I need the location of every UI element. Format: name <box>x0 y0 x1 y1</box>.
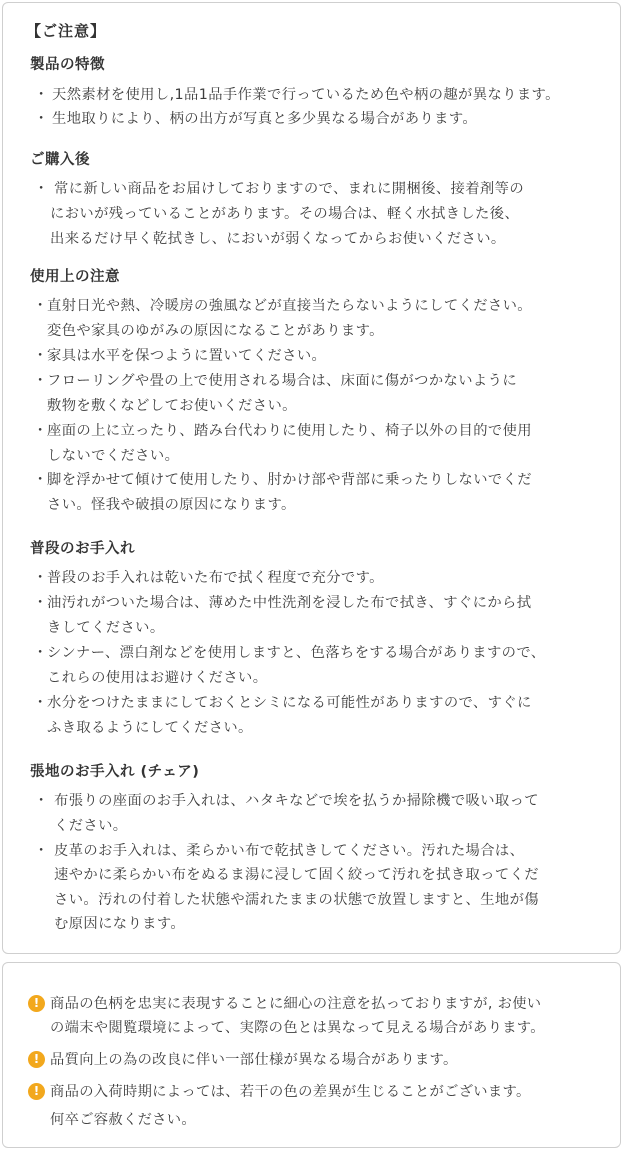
list-item: 脚を浮かせて傾けて使用したり、肘かけ部や背部に乗ったりしないでくだ <box>47 472 532 488</box>
notice-item: 商品の入荷時期によっては、若干の色の差異が生じることがございます。 <box>50 1084 531 1100</box>
bullet-marker: ・ <box>33 423 48 439</box>
bullet-marker: ・ <box>34 843 49 859</box>
bullet-marker: ・ <box>33 472 48 488</box>
list-item-continued: ください。 <box>54 818 128 834</box>
list-item-continued: ふき取るようにしてください。 <box>47 720 253 736</box>
list-item: 油汚れがついた場合は、薄めた中性洗剤を浸した布で拭き、すぐにから拭 <box>47 595 532 611</box>
bullet-marker: ・ <box>34 793 49 809</box>
list-item: 皮革のお手入れは、柔らかい布で乾拭きしてください。汚れた場合は、 <box>54 843 525 859</box>
list-item: 家具は水平を保つように置いてください。 <box>47 348 327 364</box>
section-heading-features: 製品の特徴 <box>30 57 105 73</box>
section-heading-after-purchase: ご購入後 <box>30 152 90 168</box>
section-heading-upholstery-care: 張地のお手入れ (チェア) <box>30 764 200 780</box>
bullet-marker: ・ <box>34 111 49 127</box>
list-item-continued: きしてください。 <box>47 620 165 636</box>
section-heading-daily-care: 普段のお手入れ <box>30 541 135 557</box>
list-item-continued: 速やかに柔らかい布をぬるま湯に浸して固く絞って汚れを拭き取ってくだ <box>54 867 539 883</box>
list-item-continued: さい。汚れの付着した状態や濡れたままの状態で放置しますと、生地が傷 <box>54 892 539 908</box>
bullet-marker: ・ <box>33 695 48 711</box>
list-item: 普段のお手入れは乾いた布で拭く程度で充分です。 <box>47 570 384 586</box>
notice-item-continued: 何卒ご容赦ください。 <box>50 1112 196 1128</box>
bullet-marker: ・ <box>34 181 49 197</box>
notice-item-continued: の端末や閲覧環境によって、実際の色とは異なって見える場合があります。 <box>50 1020 545 1036</box>
list-item: 天然素材を使用し,1品1品手作業で行っているため色や柄の趣が異なります。 <box>52 87 560 103</box>
warning-icon: ! <box>28 1083 45 1100</box>
list-item-continued: 変色や家具のゆがみの原因になることがあります。 <box>47 323 384 339</box>
notice-item: 品質向上の為の改良に伴い一部仕様が異なる場合があります。 <box>50 1052 458 1068</box>
warning-icon: ! <box>28 995 45 1012</box>
list-item: 直射日光や熱、冷暖房の強風などが直接当たらないようにしてください。 <box>47 298 532 314</box>
list-item: 水分をつけたままにしておくとシミになる可能性がありますので、すぐに <box>47 695 532 711</box>
list-item-continued: 敷物を敷くなどしてお使いください。 <box>47 398 297 414</box>
warning-icon: ! <box>28 1051 45 1068</box>
list-item-continued: においが残っていることがあります。その場合は、軽く水拭きした後、 <box>50 206 520 222</box>
list-item-continued: しないでください。 <box>47 448 180 464</box>
list-item: シンナー、漂白剤などを使用しますと、色落ちをする場合がありますので、 <box>47 645 546 661</box>
list-item-continued: む原因になります。 <box>54 916 186 932</box>
bullet-marker: ・ <box>34 87 49 103</box>
bullet-marker: ・ <box>33 348 48 364</box>
bullet-marker: ・ <box>33 570 48 586</box>
list-item: 座面の上に立ったり、踏み台代わりに使用したり、椅子以外の目的で使用 <box>47 423 532 439</box>
list-item: 常に新しい商品をお届けしておりますので、まれに開梱後、接着剤等の <box>54 181 525 197</box>
list-item: 生地取りにより、柄の出方が写真と多少異なる場合があります。 <box>52 111 478 127</box>
list-item-continued: さい。怪我や破損の原因になります。 <box>47 497 296 513</box>
list-item: フローリングや畳の上で使用される場合は、床面に傷がつかないように <box>47 373 518 389</box>
section-heading-usage-notes: 使用上の注意 <box>30 269 120 285</box>
list-item: 布張りの座面のお手入れは、ハタキなどで埃を払うか掃除機で吸い取って <box>54 793 539 809</box>
notice-item: 商品の色柄を忠実に表現することに細心の注意を払っておりますが, お使い <box>50 996 542 1012</box>
bullet-marker: ・ <box>33 298 48 314</box>
list-item-continued: 出来るだけ早く乾拭きし、においが弱くなってからお使いください。 <box>50 231 506 247</box>
bullet-marker: ・ <box>33 645 48 661</box>
list-item-continued: これらの使用はお避けください。 <box>47 670 268 686</box>
page-title: 【ご注意】 <box>26 22 107 40</box>
bullet-marker: ・ <box>33 595 48 611</box>
bullet-marker: ・ <box>33 373 48 389</box>
